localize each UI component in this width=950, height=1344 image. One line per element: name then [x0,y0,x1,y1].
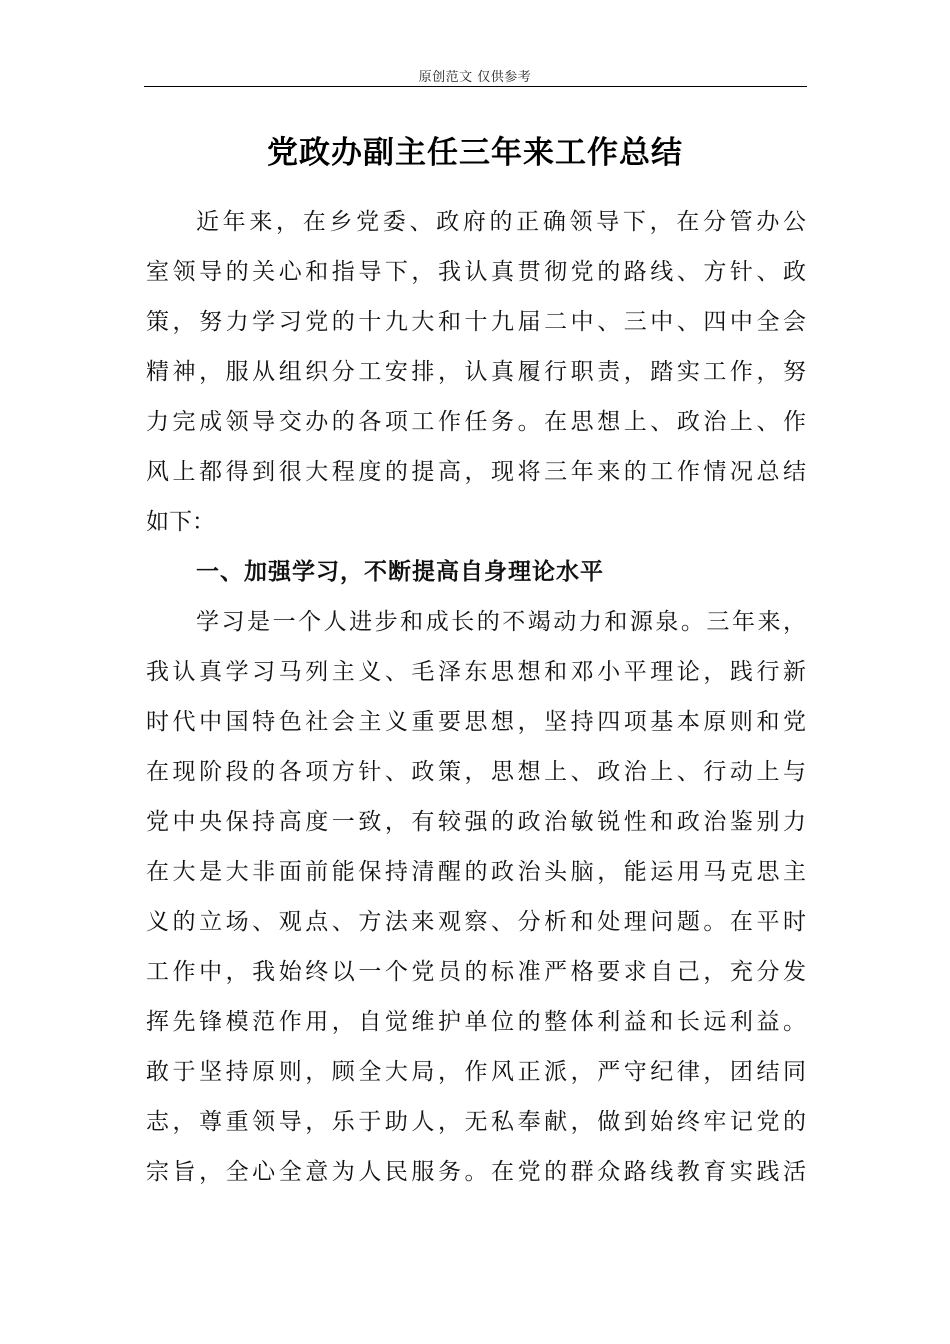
paragraph-1-line-4: 精神，服从组织分工安排，认真履行职责，踏实工作，努 [146,359,806,385]
paragraph-2-line-8: 工作中，我始终以一个党员的标准严格要求自己，充分发 [146,959,806,985]
paragraph-2-line-3: 时代中国特色社会主义重要思想，坚持四项基本原则和党 [146,709,806,735]
page-header-text: 原创范文 仅供参考 [418,70,532,85]
paragraph-2-line-7: 义的立场、观点、方法来观察、分析和处理问题。在平时 [146,909,806,935]
paragraph-2-line-6: 在大是大非面前能保持清醒的政治头脑，能运用马克思主 [146,859,806,885]
section-1-heading: 一、加强学习，不断提高自身理论水平 [196,558,604,585]
paragraph-2-line-11: 志，尊重领导，乐于助人，无私奉献，做到始终牢记党的 [146,1109,806,1135]
paragraph-1-line-3: 策，努力学习党的十九大和十九届二中、三中、四中全会 [146,309,806,335]
document-title: 党政办副主任三年来工作总结 [267,135,683,171]
paragraph-1-line-5: 力完成领导交办的各项工作任务。在思想上、政治上、作 [146,409,806,435]
paragraph-2-line-10: 敢于坚持原则，顾全大局，作风正派，严守纪律，团结同 [146,1059,806,1085]
paragraph-1-line-6: 风上都得到很大程度的提高，现将三年来的工作情况总结 [146,459,806,485]
paragraph-2-line-9: 挥先锋模范作用，自觉维护单位的整体利益和长远利益。 [146,1009,806,1035]
paragraph-1-line-2: 室领导的关心和指导下，我认真贯彻党的路线、方针、政 [146,259,806,285]
paragraph-1-line-1: 近年来，在乡党委、政府的正确领导下，在分管办公 [196,209,806,235]
paragraph-2-line-2: 我认真学习马列主义、毛泽东思想和邓小平理论，践行新 [146,659,806,685]
paragraph-1-line-7: 如下： [146,509,215,535]
paragraph-2-line-5: 党中央保持高度一致，有较强的政治敏锐性和政治鉴别力 [146,809,806,835]
paragraph-2-line-12: 宗旨，全心全意为人民服务。在党的群众路线教育实践活 [146,1159,806,1185]
header-divider [144,86,807,87]
paragraph-2-line-4: 在现阶段的各项方针、政策，思想上、政治上、行动上与 [146,759,806,785]
paragraph-2-line-1: 学习是一个人进步和成长的不竭动力和源泉。三年来， [196,609,806,635]
